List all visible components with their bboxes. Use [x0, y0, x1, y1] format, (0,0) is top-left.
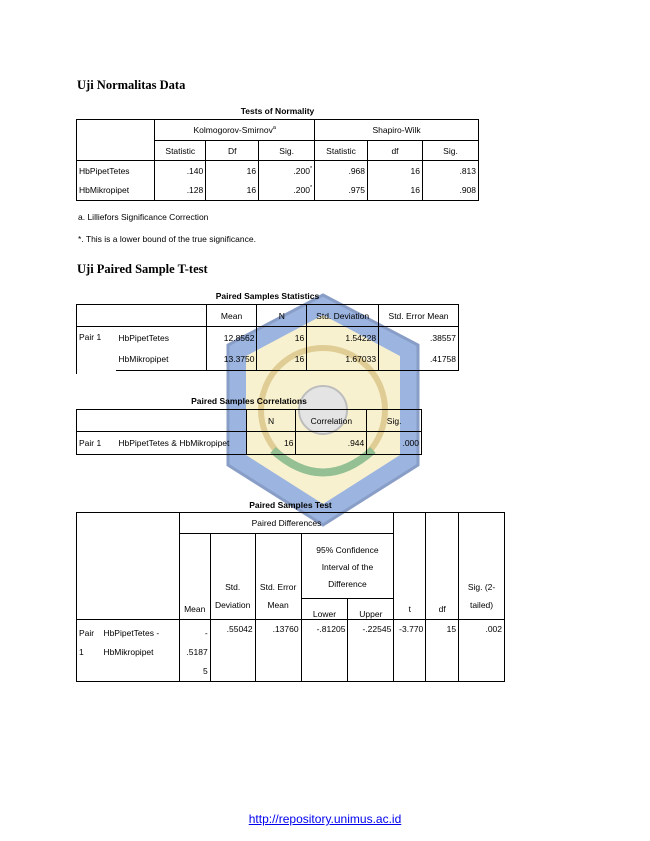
cell: .968 — [315, 161, 368, 181]
paired-corr-table — [76, 409, 422, 455]
table-border — [76, 352, 77, 374]
cell: .944 — [296, 432, 367, 455]
row-label: HbMikropipet — [77, 181, 155, 201]
stats-table-title: Paired Samples Statistics — [215, 291, 320, 301]
pair-label: Pair 1 — [77, 620, 102, 682]
cell-mean: - .5187 5 — [179, 620, 210, 682]
table-row — [77, 349, 459, 371]
test-table-title: Paired Samples Test — [249, 500, 332, 510]
cell: 1.54228 — [307, 327, 379, 349]
cell: .000 — [367, 432, 422, 455]
table-row — [77, 620, 505, 682]
cell: -3.770 — [394, 620, 426, 682]
col-header: Statistic — [315, 141, 368, 161]
table-row — [77, 327, 459, 349]
col-header-t: t — [394, 513, 426, 620]
col-header: df — [368, 141, 423, 161]
col-header: N — [246, 410, 296, 432]
cell: 16 — [206, 181, 259, 201]
cell: 16 — [368, 161, 423, 181]
col-header-df: df — [426, 513, 459, 620]
row-label: HbMikropipet — [116, 349, 206, 371]
col-header: Statistic — [155, 141, 206, 161]
cell: 16 — [246, 432, 296, 455]
col-header-upper: Upper — [348, 599, 394, 620]
col-header: Sig. — [259, 141, 315, 161]
col-header: Std. Error Mean — [379, 305, 459, 327]
paired-stats-table — [76, 304, 459, 371]
col-header: Std. Deviation — [307, 305, 379, 327]
col-header-lower: Lower — [301, 599, 348, 620]
cell: 13.3750 — [206, 349, 257, 371]
cell: .975 — [315, 181, 368, 201]
cell: .41758 — [379, 349, 459, 371]
cell: .813 — [422, 161, 478, 181]
cell: 1.67033 — [307, 349, 379, 371]
sw-group-header: Shapiro-Wilk — [315, 120, 479, 141]
paired-diff-header: Paired Differences — [179, 513, 394, 534]
section-title-normality: Uji Normalitas Data — [77, 78, 186, 92]
row-label: HbPipetTetes - HbMikropipet — [101, 620, 179, 682]
normality-table — [76, 119, 479, 201]
cell: 16 — [368, 181, 423, 201]
ci-header: 95% Confidence Interval of the Difference — [301, 534, 394, 599]
table-row — [77, 432, 422, 455]
corr-table-title: Paired Samples Correlations — [191, 396, 307, 406]
cell: 12.8562 — [206, 327, 257, 349]
cell: .908 — [422, 181, 478, 201]
table-row — [77, 161, 479, 181]
cell: 16 — [206, 161, 259, 181]
col-header-se: Std. Error Mean — [255, 534, 301, 620]
cell: .140 — [155, 161, 206, 181]
cell: -.81205 — [301, 620, 348, 682]
col-header: Sig. — [367, 410, 422, 432]
cell: .38557 — [379, 327, 459, 349]
repository-link[interactable]: http://repository.unimus.ac.id — [248, 812, 402, 826]
col-header-sig: Sig. (2- tailed) — [459, 513, 505, 620]
row-label: HbPipetTetes — [116, 327, 206, 349]
normality-table-title: Tests of Normality — [240, 106, 315, 116]
col-header: Sig. — [422, 141, 478, 161]
row-label: HbPipetTetes — [77, 161, 155, 181]
col-header-std: Std. Deviation — [210, 534, 255, 620]
col-header: Df — [206, 141, 259, 161]
table-row — [77, 181, 479, 201]
paired-test-table — [76, 512, 505, 682]
footnote-star: *. This is a lower bound of the true significance. — [78, 234, 256, 244]
cell: 16 — [257, 327, 307, 349]
section-title-ttest: Uji Paired Sample T-test — [77, 262, 208, 276]
cell: -.22545 — [348, 620, 394, 682]
row-label: HbPipetTetes & HbMikropipet — [116, 432, 246, 455]
col-header: Correlation — [296, 410, 367, 432]
ks-group-header: Kolmogorov-Smirnov$^a$ — [155, 120, 315, 141]
col-header-mean: Mean — [179, 534, 210, 620]
cell: .55042 — [210, 620, 255, 682]
cell: .200* — [259, 161, 315, 181]
cell: .128 — [155, 181, 206, 201]
cell: .200* — [259, 181, 315, 201]
col-header: Mean — [206, 305, 257, 327]
cell: 16 — [257, 349, 307, 371]
cell: .13760 — [255, 620, 301, 682]
cell: 15 — [426, 620, 459, 682]
cell: .002 — [459, 620, 505, 682]
col-header: N — [257, 305, 307, 327]
footnote-a: a. Lilliefors Significance Correction — [78, 212, 209, 222]
pair-label: Pair 1 — [77, 327, 117, 371]
pair-label: Pair 1 — [77, 432, 117, 455]
